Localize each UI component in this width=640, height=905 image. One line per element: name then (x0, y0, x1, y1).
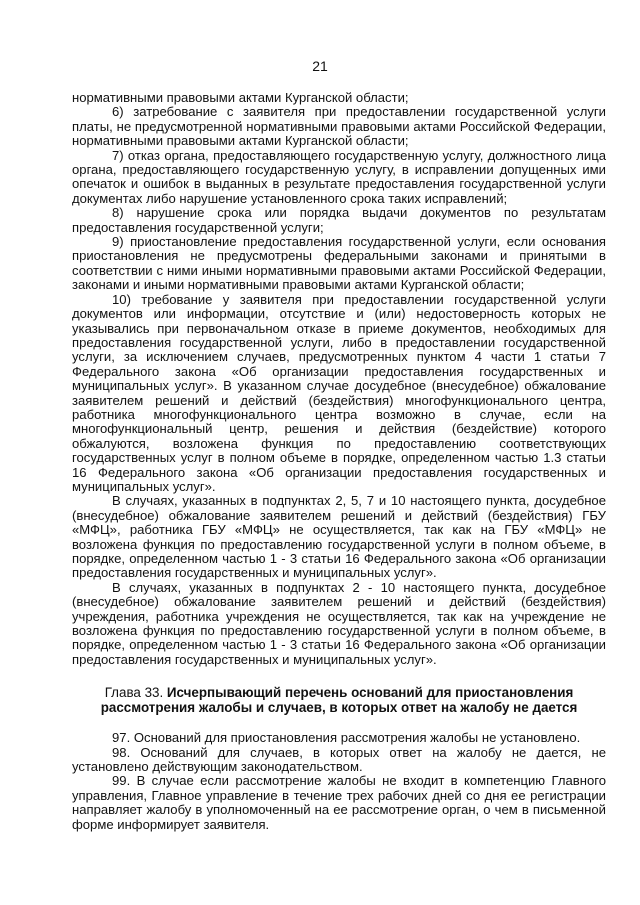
page-number: 21 (312, 58, 328, 74)
paragraph: 8) нарушение срока или порядка выдачи документов по результатам предоставления государственной услуги; (72, 205, 606, 235)
section-top (72, 91, 606, 667)
paragraph: В случаях, указанных в подпунктах 2 - 10 настоящего пункта, досудебное (внесудебное) обжалование заявителем решений и действий (бездействия) учреждения, работника учреждения не осуществляется, так как на учреждение не возложена функция по предоставлению государственной услуги в полном объеме, в порядке, определенном частью 1 - 3 статьи 16 Федерального закона «Об организации предоставления государственных и муниципальных услуг». (72, 579, 606, 667)
paragraph: 98. Оснований для случаев, в которых ответ на жалобу не дается, не установлено действующим законодательством. (72, 744, 606, 775)
paragraph: 9) приостановление предоставления государственной услуги, если основания приостановления не предусмотрены федеральными законами и принятыми в соответствии с ними иными нормативными правовыми актами Российской Федерации, законами и иными нормативными правовыми актами Курганской области; (72, 234, 606, 293)
paragraph: 6) затребование с заявителя при предоставлении государственной услуги платы, не предусмотренной нормативными правовыми актами Российской Федерации, нормативными правовыми актами Курганской области; (72, 104, 606, 149)
paragraph: 7) отказ органа, предоставляющего государственную услугу, должностного лица органа, предоставляющего государственную услугу, в исправлении допущенных ими опечаток и ошибок в выданных в результате предоставления государственной услуги документах либо нарушение установленного срока таких исправлений; (72, 147, 606, 206)
chapter-title-line-2: рассмотрения жалобы и случаев, в которых ответ на жалобу не дается (100, 700, 578, 716)
section-bottom (72, 731, 606, 832)
paragraph: 97. Оснований для приостановления рассмотрения жалобы не установлено. (112, 730, 581, 746)
paragraph: нормативными правовыми актами Курганской области; (72, 90, 409, 105)
chapter-heading (72, 685, 606, 715)
document-body (72, 91, 606, 832)
paragraph: В случаях, указанных в подпунктах 2, 5, 7 и 10 настоящего пункта, досудебное (внесудебное) обжалование заявителем решений и действий (бездействия) ГБУ «МФЦ», работника ГБУ «МФЦ» не осуществляется, так как на ГБУ «МФЦ» не возложена функция по предоставлению государственной услуги в полном объеме, в порядке, определенном частью 1 - 3 статьи 16 Федерального закона «Об организации предоставления государственных и муниципальных услуг». (72, 493, 606, 581)
chapter-title-line-1: Исчерпывающий перечень оснований для приостановления (166, 685, 574, 701)
paragraph: 99. В случае если рассмотрение жалобы не входит в компетенцию Главного управления, Главное управление в течение трех рабочих дней со дня ее регистрации направляет жалобу в уполномоченный на ее рассмотрение орган, о чем в письменной форме информирует заявителя. (72, 773, 606, 832)
paragraph: 10) требование у заявителя при предоставлении государственной услуги документов или информации, отсутствие и (или) недостоверность которых не указывались при первоначальном отказе в приеме документов, необходимых для предоставления государственной услуги, либо в предоставлении государственной услуги, за исключением случаев, предусмотренных пунктом 4 части 1 статьи 7 Федерального закона «Об организации предоставления государственных и муниципальных услуг». В указанном случае досудебное (внесудебное) обжалование заявителем решений и действий (бездействия) многофункционального центра, работника многофункционального центра возможно в случае, если на многофункциональный центр, решения и действия (бездействие) которого обжалуются, возложена функция по предоставлению соответствующих государственных услуг в полном объеме в порядке, определенном частью 1.3 статьи 16 Федерального закона «Об организации предоставления государственных и муниципальных услуг». (72, 291, 606, 494)
chapter-number: Глава 33. (104, 685, 167, 701)
